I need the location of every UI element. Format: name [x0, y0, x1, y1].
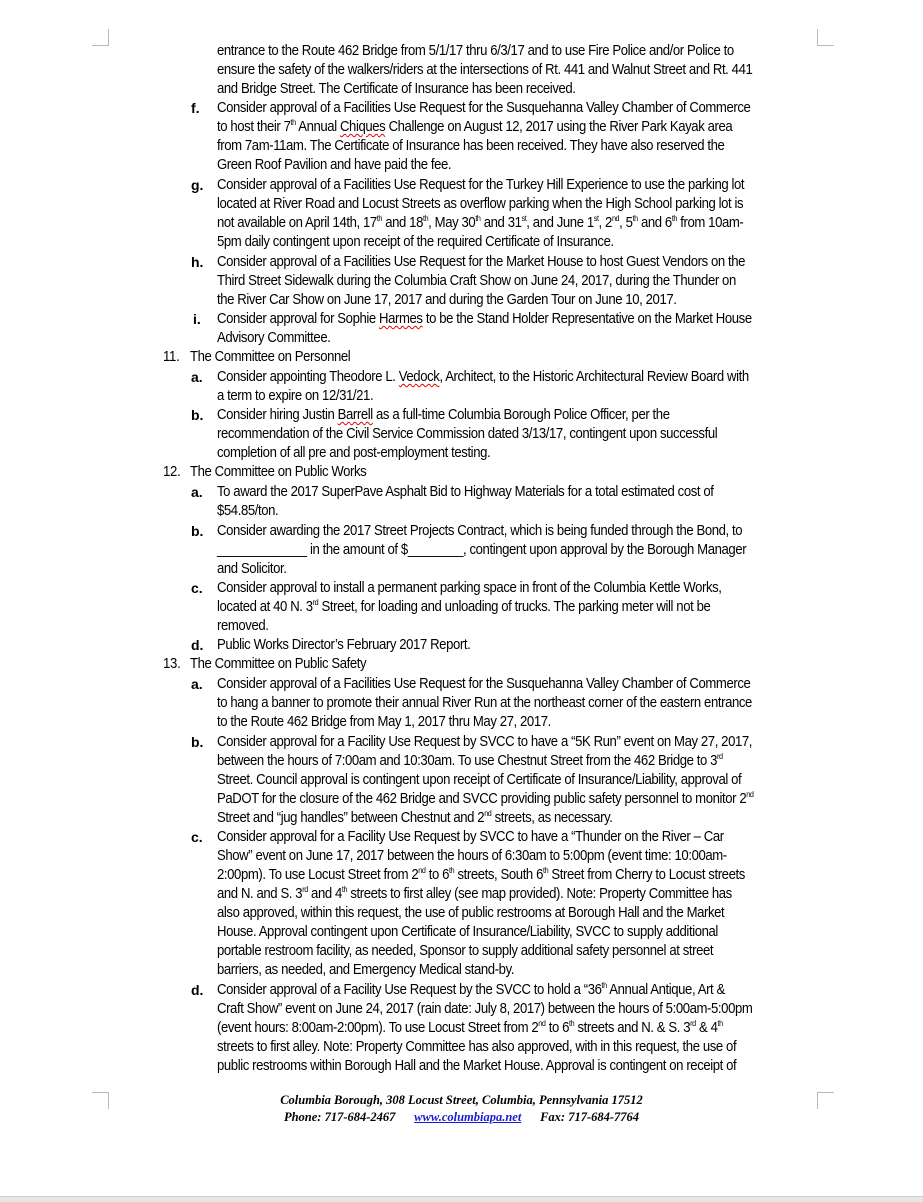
section-title: The Committee on Personnel	[190, 349, 351, 365]
body-line: barriers, as needed, and Emergency Medical stand-by.	[217, 962, 515, 978]
body-line: streets to first alley. Note: Property Committee has also approved, with in this request, the use of	[217, 1039, 737, 1055]
body-line: Green Roof Pavilion and have paid the fee.	[217, 157, 452, 173]
body-line: to hang a banner to promote their annual River Run at the northeast corner of the eastern entrance	[217, 695, 752, 711]
list-letter: h.	[191, 254, 204, 270]
list-letter: d.	[191, 637, 204, 653]
body-line: recommendation of the Civil Service Commission dated 3/13/17, contingent upon successful	[217, 426, 718, 442]
body-line: _____________ in the amount of $________, contingent upon approval by the Borough Manager	[217, 542, 747, 558]
spellcheck-underline: Vedock	[398, 369, 440, 385]
body-line: Consider approval of a Facilities Use Request for the Turkey Hill Experience to use the parking lot	[217, 177, 745, 193]
body-line: Consider approval of a Facilities Use Request for the Susquehanna Valley Chamber of Commerce	[217, 100, 751, 116]
body-line: Street. Council approval is contingent upon receipt of Certificate of Insurance/Liability, approval of	[217, 772, 742, 788]
body-line: PaDOT for the closure of the 462 Bridge and SVCC providing public safety personnel to monitor 2nd	[217, 790, 754, 807]
body-line: completion of all pre and post-employment testing.	[217, 445, 491, 461]
footer-phone: Phone: 717-684-2467	[283, 1110, 396, 1124]
body-line: 5pm daily contingent upon receipt of the required Certificate of Insurance.	[217, 234, 614, 250]
crop-mark-top-right	[817, 29, 834, 46]
list-letter: f.	[191, 100, 200, 116]
body-line: Public Works Director’s February 2017 Report.	[217, 637, 471, 653]
list-letter: c.	[191, 829, 203, 845]
body-line: House. Approval contingent upon Certificate of Insurance/Liability, SVCC to supply additional	[217, 924, 718, 940]
list-letter: i.	[193, 311, 201, 327]
footer-website-link[interactable]: www.columbiapa.net	[414, 1110, 522, 1124]
spellcheck-underline: Chiques	[339, 119, 386, 135]
body-line: public restrooms within Borough Hall and the Market House. Approval is contingent on receipt of	[217, 1058, 737, 1074]
body-line: to host their 7th Annual Chiques Challenge on August 12, 2017 using the River Park Kayak area	[217, 118, 733, 135]
body-line: removed.	[217, 618, 269, 634]
body-line: portable restroom facility, as needed, Sponsor to supply additional safety personnel at street	[217, 943, 714, 959]
section-title: The Committee on Public Safety	[190, 656, 367, 672]
list-letter: a.	[191, 484, 203, 500]
page-bottom-edge	[0, 1196, 923, 1202]
body-line: 2:00pm). To use Locust Street from 2nd to 6th streets, South 6th Street from Cherry to Locust streets	[217, 866, 745, 883]
body-line: Consider approval to install a permanent parking space in front of the Columbia Kettle Works,	[217, 580, 722, 596]
list-letter: a.	[191, 369, 203, 385]
list-letter: c.	[191, 580, 203, 596]
footer-contact	[0, 1109, 923, 1125]
body-line: entrance to the Route 462 Bridge from 5/1/17 thru 6/3/17 and to use Fire Police and/or Police to	[217, 43, 734, 59]
body-line: ensure the safety of the walkers/riders at the intersections of Rt. 441 and Walnut Street and Rt. 441	[217, 62, 753, 78]
body-line: Consider approval of a Facilities Use Request for the Susquehanna Valley Chamber of Commerce	[217, 676, 751, 692]
section-number: 12.	[163, 464, 181, 480]
list-letter: a.	[191, 676, 203, 692]
body-line: Consider awarding the 2017 Street Projects Contract, which is being funded through the Bond, to	[217, 523, 743, 539]
list-letter: b.	[191, 523, 204, 539]
body-line: Show” event on June 17, 2017 between the hours of 6:30am to 5:00pm (event time: 10:00am-	[217, 848, 727, 864]
body-line: Street and “jug handles” between Chestnut and 2nd streets, as necessary.	[217, 809, 613, 826]
body-line: Consider approval for a Facility Use Request by SVCC to have a “5K Run” event on May 27, 2017,	[217, 734, 753, 750]
list-letter: b.	[191, 407, 204, 423]
list-letter: d.	[191, 982, 204, 998]
footer-fax: Fax: 717-684-7764	[540, 1110, 640, 1124]
body-line: Consider hiring Justin Barrell as a full-time Columbia Borough Police Officer, per the	[217, 407, 670, 423]
list-letter: b.	[191, 734, 204, 750]
spellcheck-underline: Harmes	[379, 311, 423, 327]
crop-mark-top-left	[92, 29, 109, 46]
body-line: between the hours of 7:00am and 10:30am. To use Chestnut Street from the 462 Bridge to 3rd	[217, 752, 723, 769]
body-line: Consider approval of a Facility Use Request by the SVCC to hold a “36th Annual Antique, Art &	[217, 981, 725, 998]
body-line: Advisory Committee.	[217, 330, 331, 346]
body-line: Consider approval of a Facilities Use Request for the Market House to host Guest Vendors on the	[217, 254, 746, 270]
spellcheck-underline: Barrell	[337, 407, 373, 423]
list-letter: g.	[191, 177, 204, 193]
body-line: and Solicitor.	[217, 561, 287, 577]
body-line: To award the 2017 SuperPave Asphalt Bid to Highway Materials for a total estimated cost of	[217, 484, 714, 500]
section-title: The Committee on Public Works	[190, 464, 367, 480]
body-line: Consider appointing Theodore L. Vedock, Architect, to the Historic Architectural Review Board with	[217, 369, 749, 385]
body-line: Craft Show” event on June 24, 2017 (rain date: July 8, 2017) between the hours of 5:00am-5:00pm	[217, 1001, 753, 1017]
body-line: Consider approval for a Facility Use Request by SVCC to have a “Thunder on the River – Car	[217, 829, 724, 845]
body-line: not available on April 14th, 17th and 18th, May 30th and 31st, and June 1st, 2nd, 5th and 6th from 10am-	[217, 214, 744, 231]
section-number: 13.	[163, 656, 181, 672]
body-line: $54.85/ton.	[217, 503, 279, 519]
body-line: located at 40 N. 3rd Street, for loading and unloading of trucks. The parking meter will not be	[217, 598, 711, 615]
body-line: (event hours: 8:00am-2:00pm). To use Locust Street from 2nd to 6th streets and N. & S. 3rd & 4th	[217, 1019, 723, 1036]
body-line: and N. and S. 3rd and 4th streets to first alley (see map provided). Note: Property Committee has	[217, 885, 732, 902]
body-line: also approved, within this request, the use of public restrooms at Borough Hall and the Market	[217, 905, 725, 921]
footer-address: Columbia Borough, 308 Locust Street, Columbia, Pennsylvania 17512	[280, 1093, 643, 1107]
body-line: to the Route 462 Bridge from May 1, 2017 thru May 27, 2017.	[217, 714, 551, 730]
body-line: from 7am-11am. The Certificate of Insurance has been received. They have also reserved the	[217, 138, 725, 154]
body-line: and Bridge Street. The Certificate of Insurance has been received.	[217, 81, 576, 97]
body-line: Consider approval for Sophie Harmes to be the Stand Holder Representative on the Market House	[217, 311, 752, 327]
body-line: the River Car Show on June 17, 2017 and during the Garden Tour on June 10, 2017.	[217, 292, 677, 308]
body-line: Third Street Sidewalk during the Columbia Craft Show on June 24, 2017, during the Thunder on	[217, 273, 736, 289]
body-line: located at River Road and Locust Streets as overflow parking when the High School parking lot is	[217, 196, 744, 212]
section-number: 11.	[163, 349, 180, 365]
body-line: a term to expire on 12/31/21.	[217, 388, 374, 404]
